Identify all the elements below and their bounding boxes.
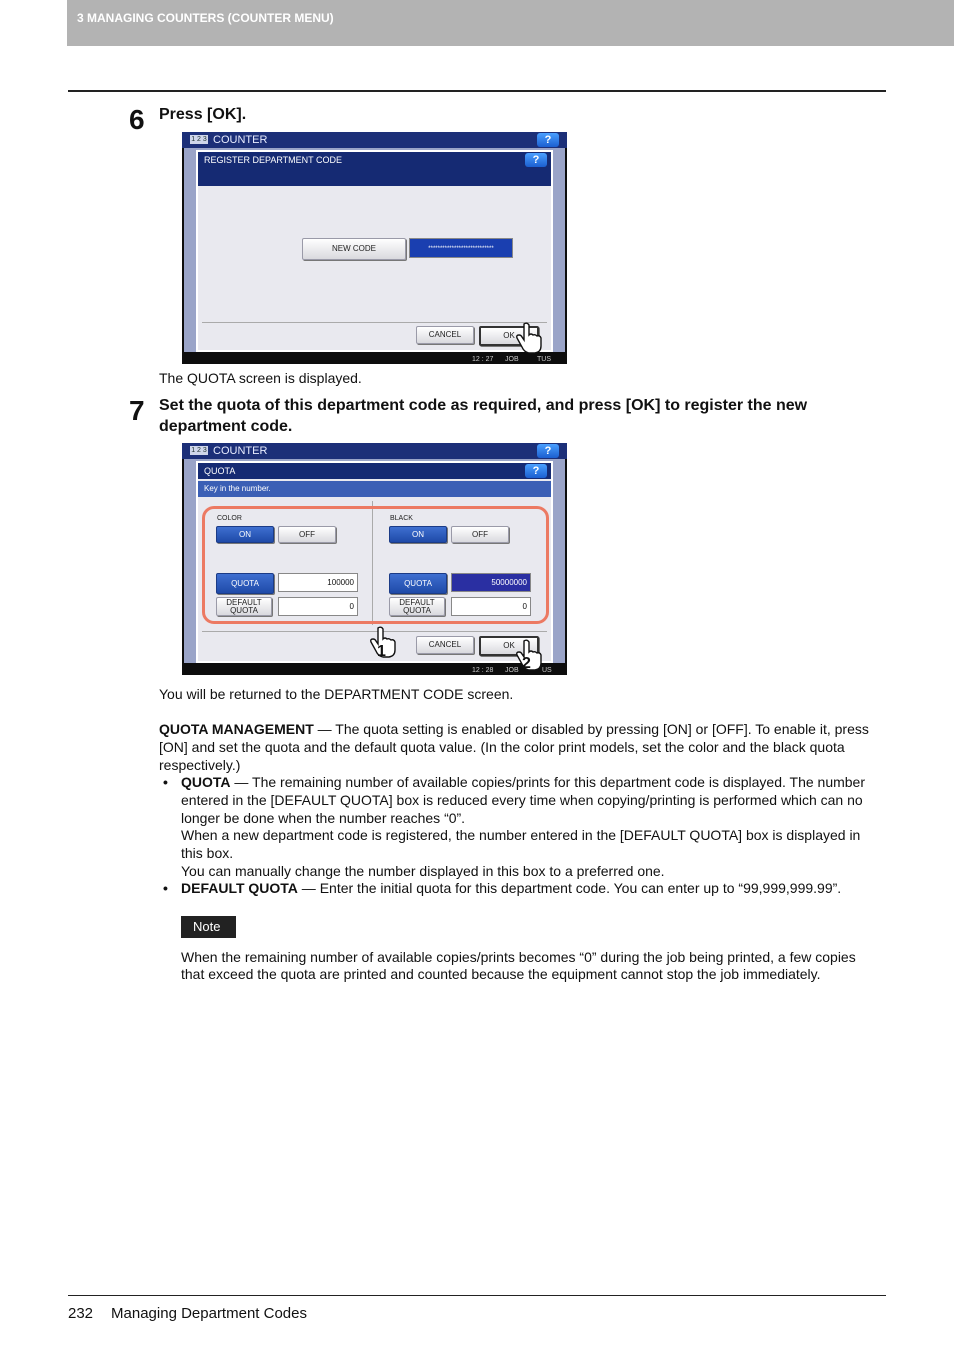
note-line1: When the remaining number of available copies/prints becomes “0” during the job being printed, a few copies: [181, 949, 856, 965]
ok-button: OK: [479, 326, 539, 346]
quota-text4: When a new department code is registered, the number entered in the [DEFAULT QUOTA] box is displayed in: [181, 827, 861, 843]
screen-tab-bar: [182, 132, 567, 148]
black-on-button: ON: [389, 526, 447, 543]
screen-frame: [184, 148, 565, 352]
default-quota-text: — Enter the initial quota for this department code. You can enter up to “99,999,999.99”.: [297, 880, 842, 896]
screenshot-register-code: [182, 132, 567, 364]
cancel-button: CANCEL: [416, 326, 474, 344]
step-6-number: 6: [129, 104, 145, 135]
quota-management-line3: respectively.): [159, 757, 241, 773]
color-quota-button: QUOTA: [216, 573, 274, 594]
note-line2: that exceed the quota are printed and counted because the equipment cannot stop the job immediately.: [181, 966, 821, 982]
quota-management-term: QUOTA MANAGEMENT: [159, 721, 314, 737]
quota-text2: entered in the [DEFAULT QUOTA] box is reduced every time when copying/printing is performed which can no: [181, 792, 863, 808]
status-time: 12 : 28: [472, 667, 494, 674]
default-quota-line1: DEFAULT: [399, 598, 435, 607]
default-quota-line2: QUOTA: [230, 606, 258, 615]
quota-text5: this box.: [181, 845, 234, 861]
page-number: 232: [68, 1305, 94, 1322]
screenshot-quota: [182, 443, 567, 675]
step-7-result: You will be returned to the DEPARTMENT CODE screen.: [159, 686, 514, 702]
default-quota-term: DEFAULT QUOTA: [181, 880, 298, 896]
quota-management-text1: — The quota setting is enabled or disabled by pressing [ON] or [OFF]. To enable it, press: [313, 721, 869, 737]
black-label: BLACK: [390, 515, 413, 522]
footer-title: Managing Department Codes: [111, 1305, 307, 1322]
step-6-result: The QUOTA screen is displayed.: [159, 370, 362, 386]
bullet-default-quota: [163, 879, 842, 897]
ok-button: OK: [479, 636, 539, 656]
step-7-title-line2: department code.: [159, 418, 293, 435]
note-tag: Note: [181, 916, 236, 938]
bullet-dot: •: [163, 880, 168, 896]
status-job: JOB: [505, 356, 519, 363]
status-job: JOB: [505, 667, 519, 674]
tab-title: COUNTER: [213, 445, 268, 457]
black-default-quota-field: 0: [451, 597, 531, 616]
dialog-title: QUOTA: [204, 466, 236, 476]
code-value-field: ****************************: [409, 238, 513, 258]
tab-number: 1 2 3: [191, 136, 207, 143]
help-button: ?: [537, 133, 559, 147]
color-off-button: OFF: [278, 526, 336, 543]
default-quota-line2: QUOTA: [403, 606, 431, 615]
footer-rule: [68, 1295, 886, 1296]
dialog-divider: [202, 322, 547, 323]
quota-term: QUOTA: [181, 774, 231, 790]
help-button: ?: [537, 444, 559, 458]
dialog-help-button: ?: [525, 464, 547, 478]
dialog-title-bar: [198, 152, 551, 168]
status-job-suffix: US: [542, 667, 552, 674]
cancel-button: CANCEL: [416, 636, 474, 654]
screen-tab-bar: [182, 443, 567, 459]
step-6-title: Press [OK].: [159, 106, 247, 123]
default-quota-line1: DEFAULT: [226, 598, 262, 607]
color-quota-field: 100000: [278, 573, 358, 592]
black-off-button: OFF: [451, 526, 509, 543]
color-on-button: ON: [216, 526, 274, 543]
register-dialog: [196, 150, 553, 352]
step-7-number: 7: [129, 395, 145, 426]
page-footer: [68, 1305, 307, 1322]
step-7-title-line1: Set the quota of this department code as required, and press [OK] to register the new: [159, 397, 808, 414]
tab-number: 1 2 3: [191, 447, 207, 454]
dialog-title-bar: [198, 463, 551, 479]
color-label: COLOR: [217, 515, 242, 522]
bullet-dot: •: [163, 774, 168, 790]
section-title: 3 MANAGING COUNTERS (COUNTER MENU): [77, 11, 334, 25]
black-quota-field: 50000000: [451, 573, 531, 592]
instruction-text: Key in the number.: [204, 484, 271, 493]
tab-title: COUNTER: [213, 134, 268, 146]
color-default-quota-field: 0: [278, 597, 358, 616]
dialog-sub-bar: [198, 168, 551, 186]
top-rule: [68, 90, 886, 92]
quota-text6: You can manually change the number displayed in this box to a preferred one.: [181, 863, 665, 879]
callout-1: 1: [377, 643, 386, 660]
instruction-bar: [198, 481, 551, 497]
status-time: 12 : 27: [472, 356, 494, 363]
quota-text1: — The remaining number of available copies/prints for this department code is displayed. The number: [230, 774, 865, 790]
new-code-button: NEW CODE: [302, 238, 406, 260]
highlight-box: [202, 506, 549, 624]
dialog-title: REGISTER DEPARTMENT CODE: [204, 155, 343, 165]
quota-management-line1: [159, 720, 869, 738]
quota-management-line2: [ON] and set the quota and the default quota value. (In the color print models, set the color and the black quota: [159, 739, 845, 755]
callout-2: 2: [522, 655, 531, 672]
bullet-quota: [163, 773, 865, 791]
running-header: [67, 0, 954, 46]
dialog-help-button: ?: [525, 153, 547, 167]
quota-text3: longer be done when the number reaches “0”.: [181, 810, 466, 826]
black-quota-button: QUOTA: [389, 573, 447, 594]
hand-pointer-icon: [515, 322, 543, 354]
status-job-suffix: TUS: [537, 356, 551, 363]
